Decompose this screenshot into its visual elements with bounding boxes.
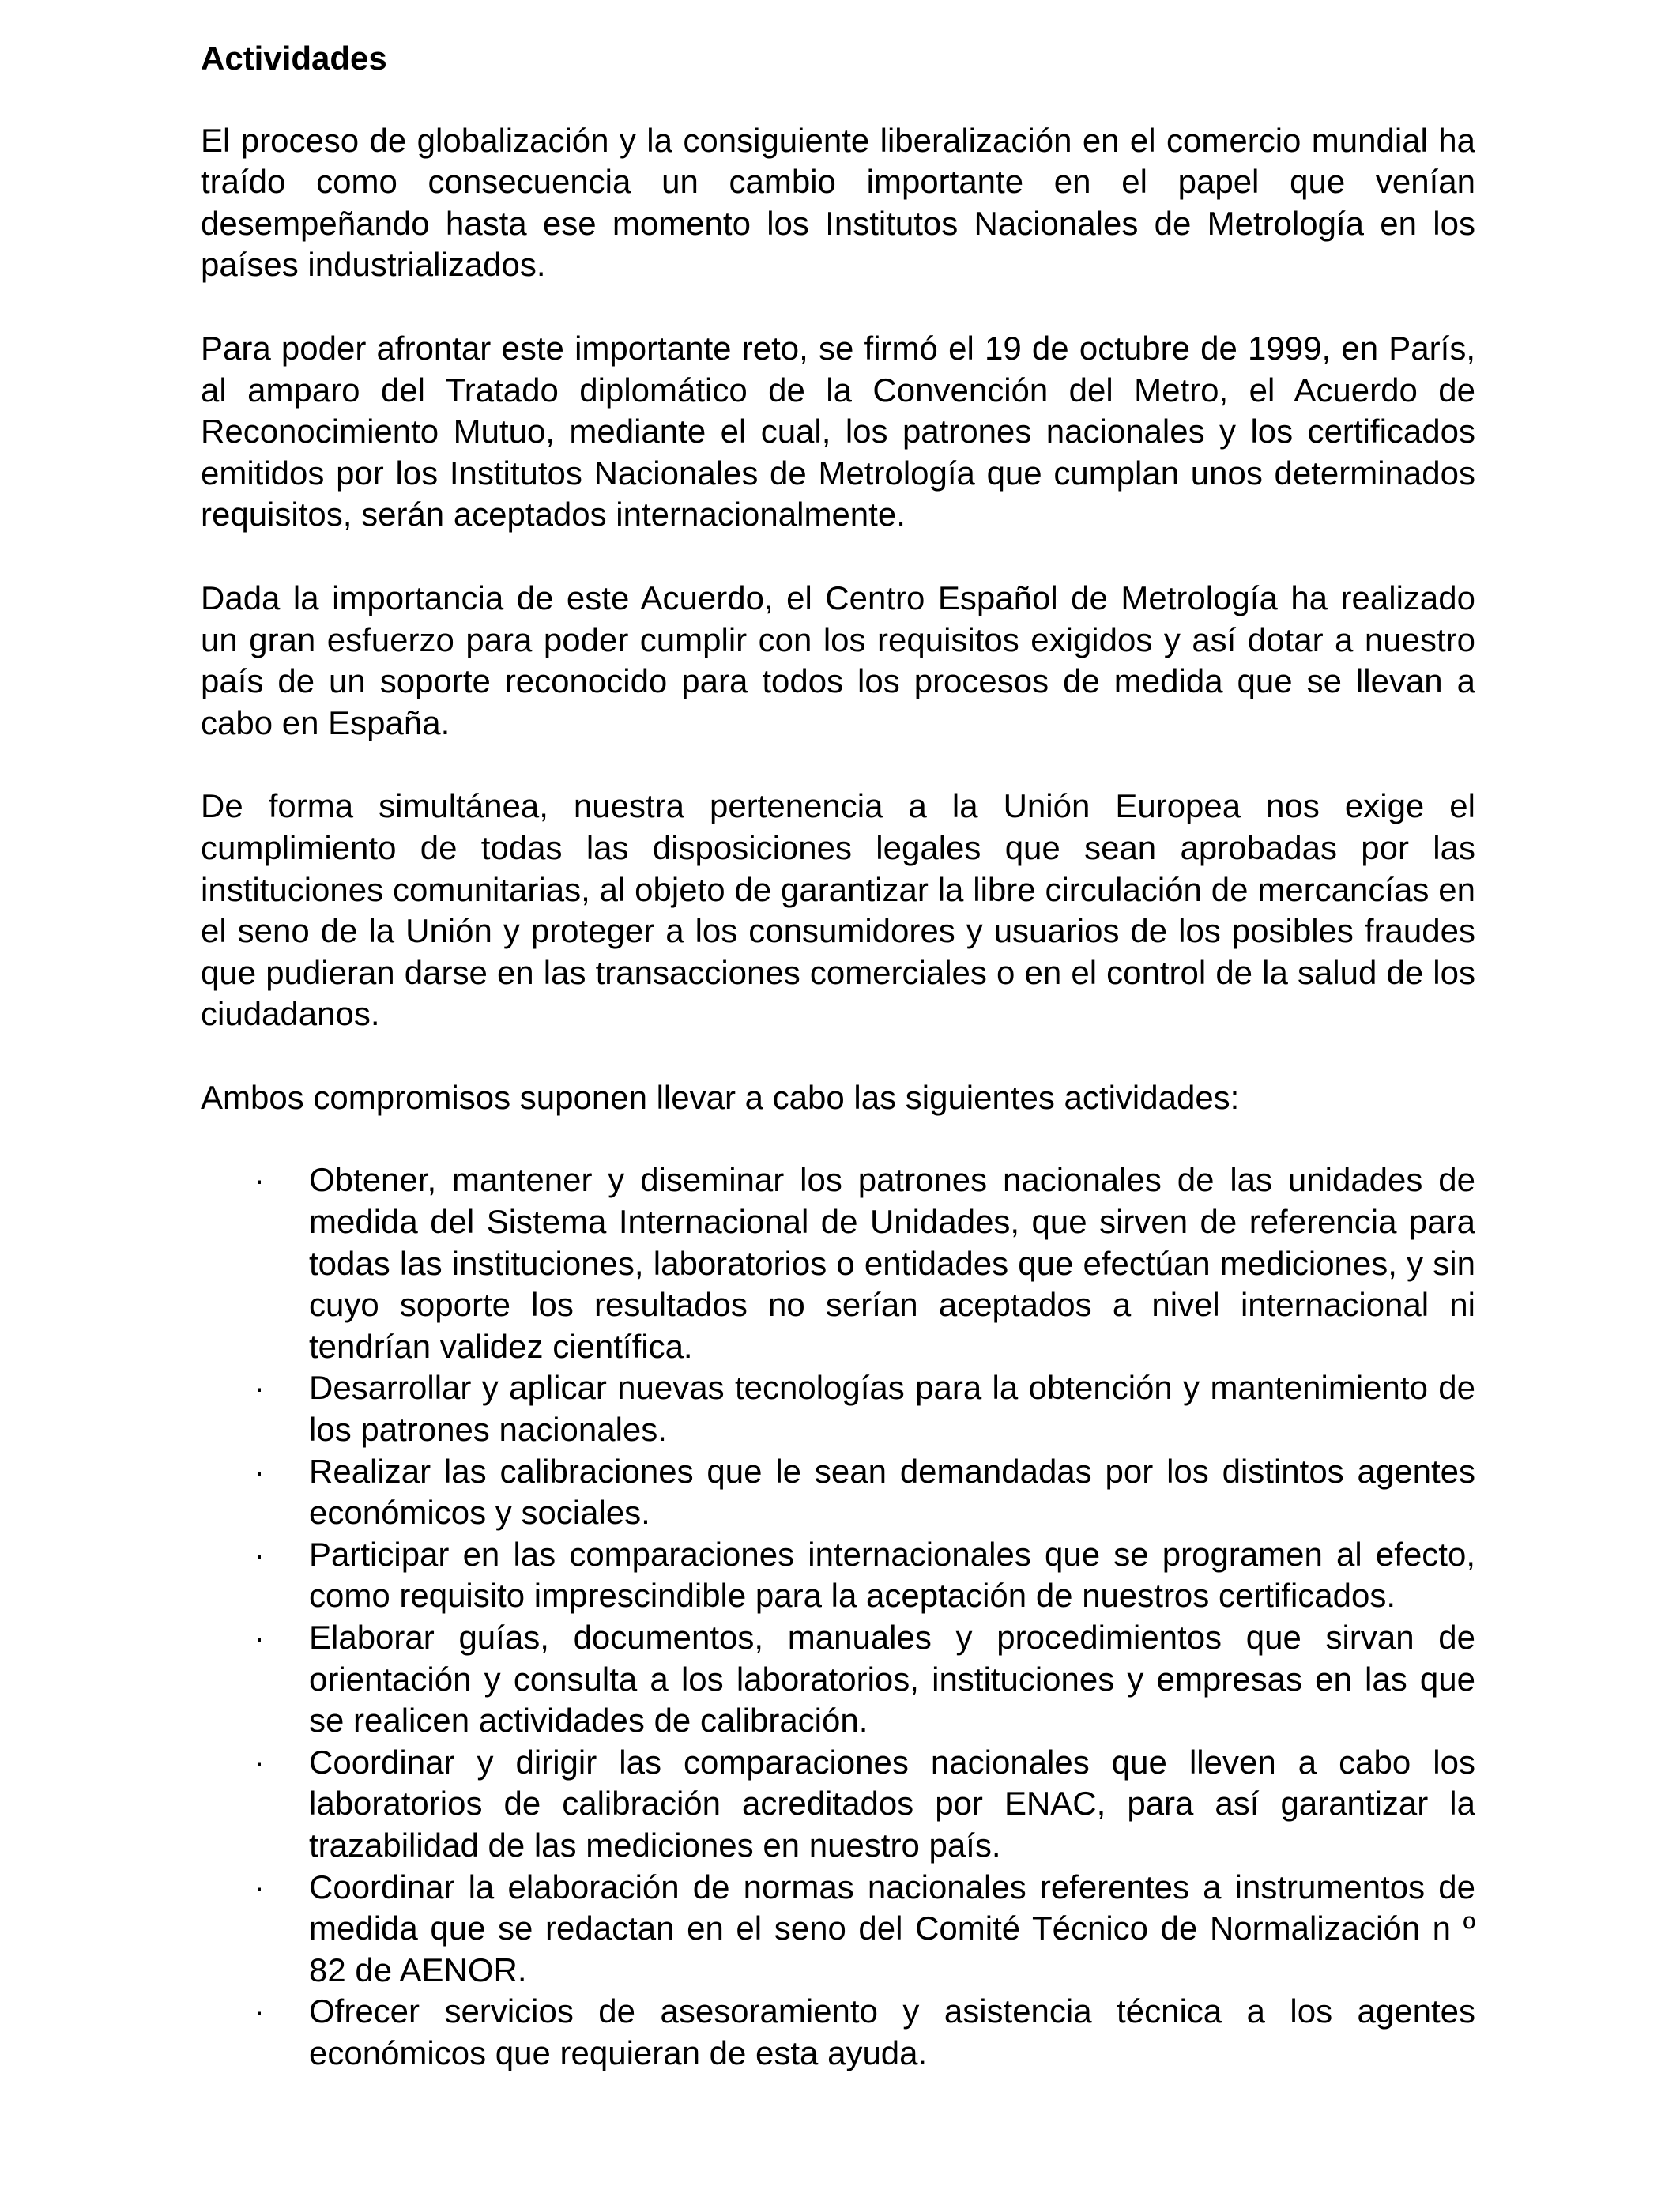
list-item xyxy=(201,1534,1475,1617)
document-page xyxy=(201,38,1475,2075)
list-item-text: Participar en las comparaciones internacionales que se programen al efecto, como requisito imprescindible para la aceptación de nuestros certificados. xyxy=(309,1535,1475,1615)
section-heading: Actividades xyxy=(201,40,387,77)
bullet-icon: · xyxy=(254,1369,265,1407)
list-item-text: Obtener, mantener y diseminar los patrones nacionales de las unidades de medida del Sistema Internacional de Unidades, que sirven de referencia para todas las instituciones, laboratorios o entidades que efectúan mediciones, y sin cuyo soporte los resultados no serían aceptados a nivel internacional ni tendrían validez científica. xyxy=(309,1161,1475,1365)
bullet-icon: · xyxy=(254,1619,265,1656)
list-item-text: Ofrecer servicios de asesoramiento y asistencia técnica a los agentes económicos que requieran de esta ayuda. xyxy=(309,1992,1475,2071)
list-item xyxy=(201,1451,1475,1534)
bullet-icon: · xyxy=(254,1452,265,1490)
bullet-icon: · xyxy=(254,1743,265,1781)
bullet-icon: · xyxy=(254,1535,265,1573)
list-item xyxy=(201,1991,1475,2074)
list-item-text: Elaborar guías, documentos, manuales y procedimientos que sirvan de orientación y consulta a los laboratorios, instituciones y empresas en las que se realicen actividades de calibración. xyxy=(309,1619,1475,1740)
activities-list xyxy=(201,1159,1475,2074)
list-item-text: Realizar las calibraciones que le sean demandadas por los distintos agentes económicos y sociales. xyxy=(309,1452,1475,1532)
list-item xyxy=(201,1867,1475,1992)
paragraph-globalization: El proceso de globalización y la consiguiente liberalización en el comercio mundial ha traído como consecuencia un cambio importante en el papel que venían desempeñando hasta ese momento los Institutos Nacionales de Metrología en los países industrializados. xyxy=(201,121,1475,284)
list-item xyxy=(201,1617,1475,1742)
paragraph-cem-effort: Dada la importancia de este Acuerdo, el Centro Español de Metrología ha realizado un gran esfuerzo para poder cumplir con los requisitos exigidos y así dotar a nuestro país de un soporte reconocido para todos los procesos de medida que se llevan a cabo en España. xyxy=(201,579,1475,741)
bullet-icon: · xyxy=(254,1992,265,2030)
paragraph-mutual-recognition: Para poder afrontar este importante reto, se firmó el 19 de octubre de 1999, en París, al amparo del Tratado diplomático de la Convención del Metro, el Acuerdo de Reconocimiento Mutuo, mediante el cual, los patrones nacionales y los certificados emitidos por los Institutos Nacionales de Metrología que cumplan unos determinados requisitos, serán aceptados internacionalmente. xyxy=(201,329,1475,533)
list-intro: Ambos compromisos suponen llevar a cabo las siguientes actividades: xyxy=(201,1078,1240,1116)
bullet-icon: · xyxy=(254,1868,265,1906)
list-item-text: Desarrollar y aplicar nuevas tecnologías para la obtención y mantenimiento de los patrones nacionales. xyxy=(309,1369,1475,1449)
list-item-text: Coordinar y dirigir las comparaciones nacionales que lleven a cabo los laboratorios de calibración acreditados por ENAC, para así garantizar la trazabilidad de las mediciones en nuestro país. xyxy=(309,1743,1475,1864)
list-item xyxy=(201,1159,1475,1367)
paragraph-european-union: De forma simultánea, nuestra pertenencia a la Unión Europea nos exige el cumplimiento de todas las disposiciones legales que sean aprobadas por las instituciones comunitarias, al objeto de garantizar la libre circulación de mercancías en el seno de la Unión y proteger a los consumidores y usuarios de los posibles fraudes que pudieran darse en las transacciones comerciales o en el control de la salud de los ciudadanos. xyxy=(201,787,1475,1033)
bullet-icon: · xyxy=(254,1161,265,1199)
list-item-text: Coordinar la elaboración de normas nacionales referentes a instrumentos de medida que se redactan en el seno del Comité Técnico de Normalización n º 82 de AENOR. xyxy=(309,1868,1475,1989)
list-item xyxy=(201,1742,1475,1867)
list-item xyxy=(201,1367,1475,1450)
